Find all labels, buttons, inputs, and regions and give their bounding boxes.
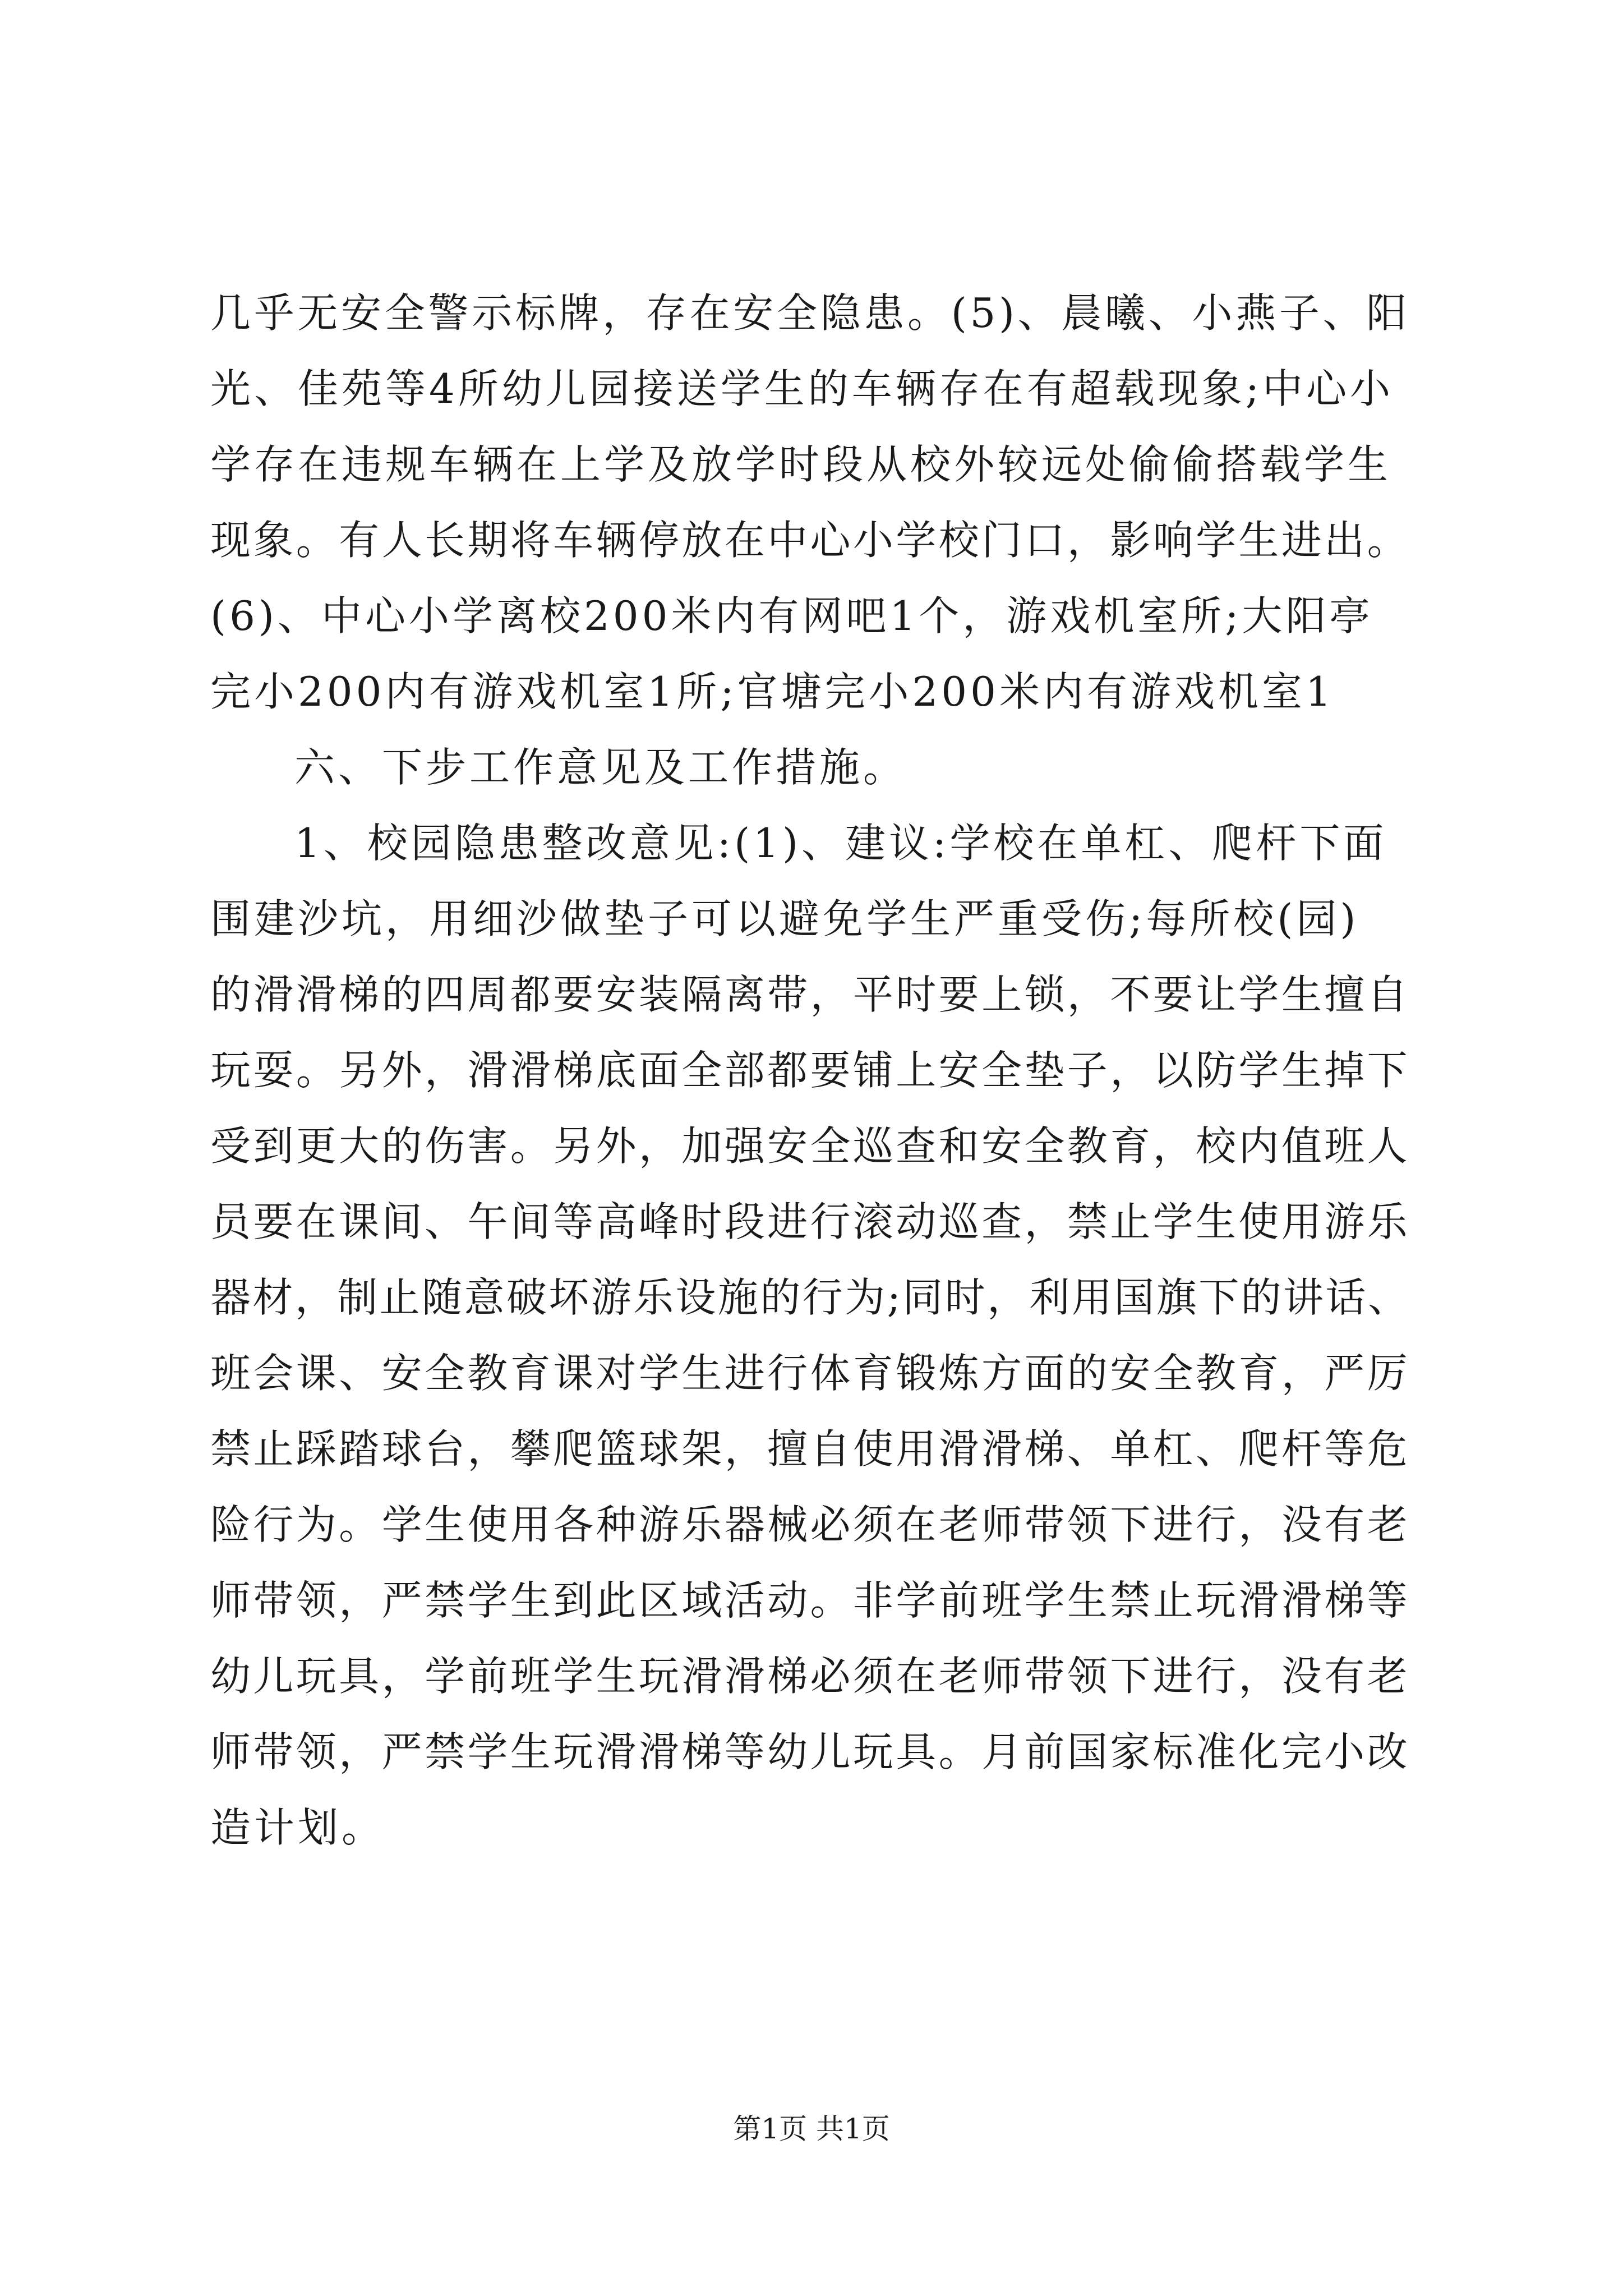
body-text-line: 险行为。学生使用各种游乐器械必须在老师带领下进行，没有老	[210, 1501, 1410, 1548]
body-text-line: 围建沙坑，用细沙做垫子可以避免学生严重受伤;每所校(园)	[210, 895, 1359, 942]
body-text-line: 幼儿玩具，学前班学生玩滑滑梯必须在老师带领下进行，没有老	[210, 1653, 1410, 1700]
body-text-line: 造计划。	[210, 1804, 386, 1851]
body-text-line: 现象。有人长期将车辆停放在中心小学校门口，影响学生进出。	[210, 517, 1410, 564]
body-text-line: 的滑滑梯的四周都要安装隔离带，平时要上锁，不要让学生擅自	[210, 971, 1410, 1018]
body-text-line: 学存在违规车辆在上学及放学时段从校外较远处偷偷搭载学生	[210, 441, 1392, 488]
body-text-line: 光、佳苑等4所幼儿园接送学生的车辆存在有超载现象;中心小	[210, 365, 1394, 412]
section-heading: 六、下步工作意见及工作措施。	[294, 744, 907, 791]
body-text-line: 禁止踩踏球台，攀爬篮球架，擅自使用滑滑梯、单杠、爬杆等危	[210, 1425, 1410, 1473]
body-text-line: (6)、中心小学离校200米内有网吧1个，游戏机室所;大阳亭	[210, 592, 1373, 639]
page-footer: 第1页 共1页	[733, 2113, 890, 2145]
body-text-line: 班会课、安全教育课对学生进行体育锻炼方面的安全教育，严厉	[210, 1350, 1410, 1397]
body-text-line: 完小200内有游戏机室1所;官塘完小200米内有游戏机室1	[210, 668, 1335, 715]
body-text-line: 玩耍。另外，滑滑梯底面全部都要铺上安全垫子，以防学生掉下	[210, 1047, 1410, 1094]
body-text-line: 师带领，严禁学生玩滑滑梯等幼儿玩具。月前国家标准化完小改	[210, 1728, 1410, 1775]
body-text-line: 1、校园隐患整改意见:(1)、建议:学校在单杠、爬杆下面	[294, 820, 1387, 867]
body-text-line: 员要在课间、午间等高峰时段进行滚动巡查，禁止学生使用游乐	[210, 1198, 1410, 1245]
body-text-line: 器材，制止随意破坏游乐设施的行为;同时，利用国旗下的讲话、	[210, 1274, 1410, 1321]
body-text-line: 受到更大的伤害。另外，加强安全巡查和安全教育，校内值班人	[210, 1122, 1410, 1170]
body-text-line: 师带领，严禁学生到此区域活动。非学前班学生禁止玩滑滑梯等	[210, 1577, 1410, 1624]
body-text-line: 几乎无安全警示标牌，存在安全隐患。(5)、晨曦、小燕子、阳	[210, 289, 1410, 337]
